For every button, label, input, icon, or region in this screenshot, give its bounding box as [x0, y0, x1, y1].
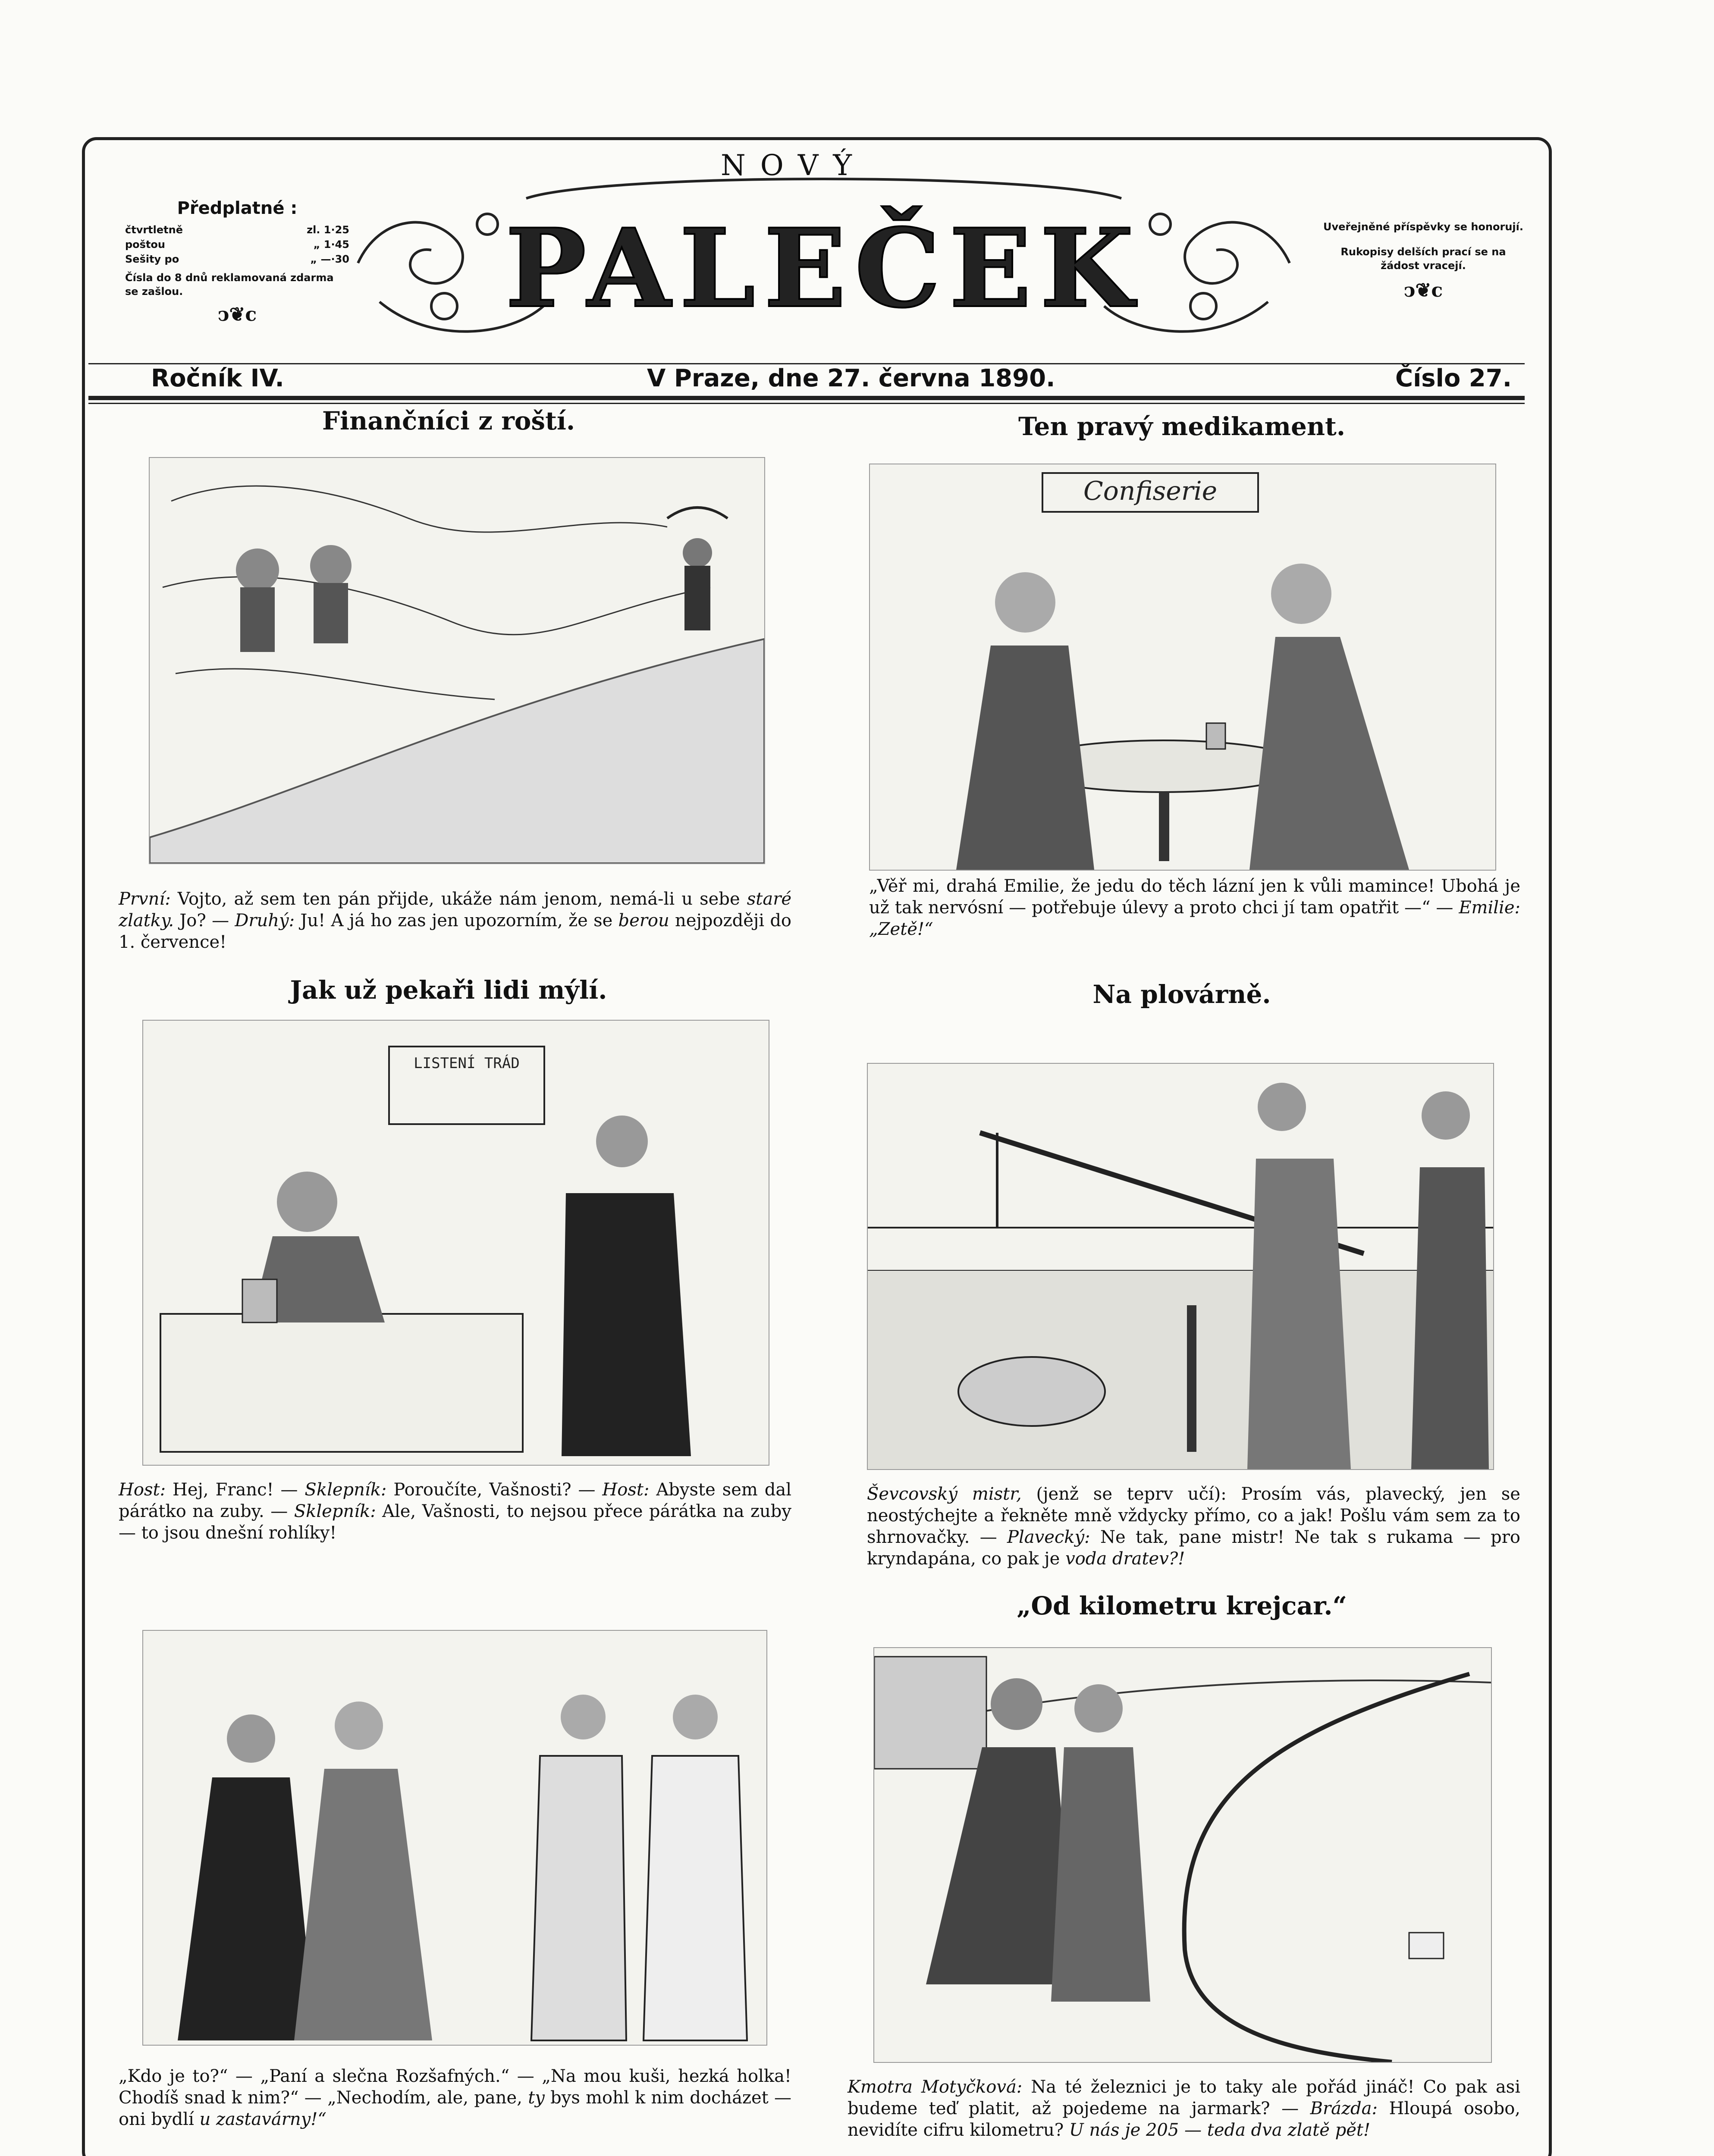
caption-segment: Jo? —	[174, 911, 235, 931]
caption-segment: Na té železnici je to taky ale pořád jináč! Co pak asi budeme teď platit, až pojedeme na jarmark? —	[848, 2077, 1520, 2118]
caption-segment: Plavecký:	[1007, 1527, 1090, 1547]
caption-segment: Sklepník:	[305, 1480, 387, 1500]
caption-segment: voda dratev?!	[1065, 1549, 1185, 1569]
caption-segment: První:	[119, 889, 178, 909]
caption-segment: Sklepník:	[294, 1501, 376, 1521]
ornament-icon: ↄ❦c	[217, 304, 257, 326]
headline: Ten pravý medikament.	[1018, 412, 1346, 441]
caption	[867, 1483, 1520, 1570]
subscription-row: Sešity po „ —·30	[125, 253, 349, 265]
subscription-note: Čísla do 8 dnů reklamovaná zdarma se zašlou.	[125, 272, 334, 298]
caption-segment: „Věř mi, drahá Emilie, že jedu do těch lázní jen k vůli mamince! Ubohá je už tak nervósní — potřebuje úlevy a proto chci jí tam opatřit —“ —	[869, 876, 1520, 918]
caption-segment: Host:	[119, 1480, 166, 1500]
caption	[119, 2065, 791, 2130]
illustration-roadside	[149, 457, 765, 864]
ornament-icon: ↄ❦c	[1403, 279, 1443, 301]
caption	[848, 2076, 1520, 2141]
caption-segment: u zastavárny!“	[199, 2109, 326, 2129]
subscription-box	[125, 198, 349, 326]
menu-board: LISTENÍ TRÁD	[414, 1055, 520, 1072]
headline: „Od kilometru krejcar.“	[1017, 1591, 1347, 1620]
caption-segment: staré zlatky.	[119, 889, 791, 931]
editorial-notes	[1320, 220, 1527, 301]
illustration-bath	[867, 1063, 1494, 1470]
caption-segment: Ale, Vašnosti, to nejsou přece párátka na zuby — to jsou dnešní rohlíky!	[119, 1501, 791, 1543]
caption-segment: Vojto, až sem ten pán přijde, ukáže nám jenom, nemá-li u sebe	[177, 889, 747, 909]
headline: Na plovárně.	[1092, 980, 1271, 1009]
place-date: V Praze, dne 27. června 1890.	[647, 364, 1055, 392]
illustration-cafe	[869, 464, 1496, 871]
caption-segment: Ševcovský mistr,	[867, 1484, 1022, 1504]
caption-segment: Ne tak, pane mistr! Ne tak s rukama — pro kryndapána, co pak je	[867, 1527, 1520, 1569]
caption	[119, 888, 791, 953]
illustration-tavern	[142, 1020, 769, 1466]
caption	[119, 1479, 791, 1544]
illustration-promenade	[142, 1630, 767, 2046]
caption-segment: Emilie: „Zetě!“	[869, 898, 1520, 939]
caption-segment: U nás je 205 — teda dva zlatě pět!	[1069, 2120, 1371, 2140]
caption-segment: (jenž se teprv učí): Prosím vás, plavecký, jen se neostýchejte a řekněte mně vždycky přímo, co a jak! Pošlu vám sem za to shrnovačky. —	[867, 1484, 1520, 1547]
volume-label: Ročník IV.	[151, 364, 284, 392]
masthead-logo	[345, 164, 1303, 364]
caption-segment: Kmotra Motyčková:	[848, 2077, 1023, 2097]
issue-number: Číslo 27.	[1395, 364, 1512, 392]
caption-segment: Abyste sem dal párátko na zuby. —	[119, 1480, 791, 1521]
editorial-note: Rukopisy delších prací se na žádost vracejí.	[1340, 246, 1506, 272]
subscription-title: Předplatné :	[177, 198, 298, 218]
subscription-row: poštou „ 1·45	[125, 238, 349, 251]
caption-segment: Ju! A já ho zas jen upozorním, že se	[295, 911, 618, 931]
headline: Jak už pekaři lidi mýlí.	[290, 975, 607, 1005]
caption-segment: Hej, Franc! —	[166, 1480, 305, 1500]
caption	[869, 875, 1520, 940]
illustration-railway	[873, 1647, 1492, 2063]
caption-segment: Poroučíte, Vašnosti? —	[386, 1480, 603, 1500]
logo-text: PALEČEK	[505, 205, 1143, 332]
caption-segment: berou	[618, 911, 669, 931]
masthead-novy: NOVÝ	[721, 149, 866, 182]
caption-segment: Brázda:	[1310, 2099, 1378, 2118]
headline: Finančníci z roští.	[322, 406, 575, 436]
editorial-note: Uveřejněné příspěvky se honorují.	[1323, 221, 1523, 233]
caption-segment: „Kdo je to?“ — „Paní a slečna Rozšafných.“ — „Na mou kuši, hezká holka! Chodíš snad k nim?“ — „Nechodím, ale, pane,	[119, 2066, 791, 2108]
caption-segment: Hloupá osobo, nevidíte cifru kilometru?	[848, 2099, 1521, 2140]
caption-segment: Host:	[602, 1480, 650, 1500]
shop-sign: Confiserie	[1083, 476, 1218, 506]
dateline-rule	[88, 403, 1525, 404]
caption-segment: nejpozději do 1. července!	[119, 911, 792, 952]
caption-segment: Druhý:	[235, 911, 295, 931]
caption-segment: ty	[528, 2088, 545, 2108]
subscription-row: čtvrtletně zl. 1·25	[125, 224, 349, 236]
dateline-rule	[88, 396, 1525, 400]
caption-segment: bys mohl k nim docházet — oni bydlí	[119, 2088, 792, 2129]
